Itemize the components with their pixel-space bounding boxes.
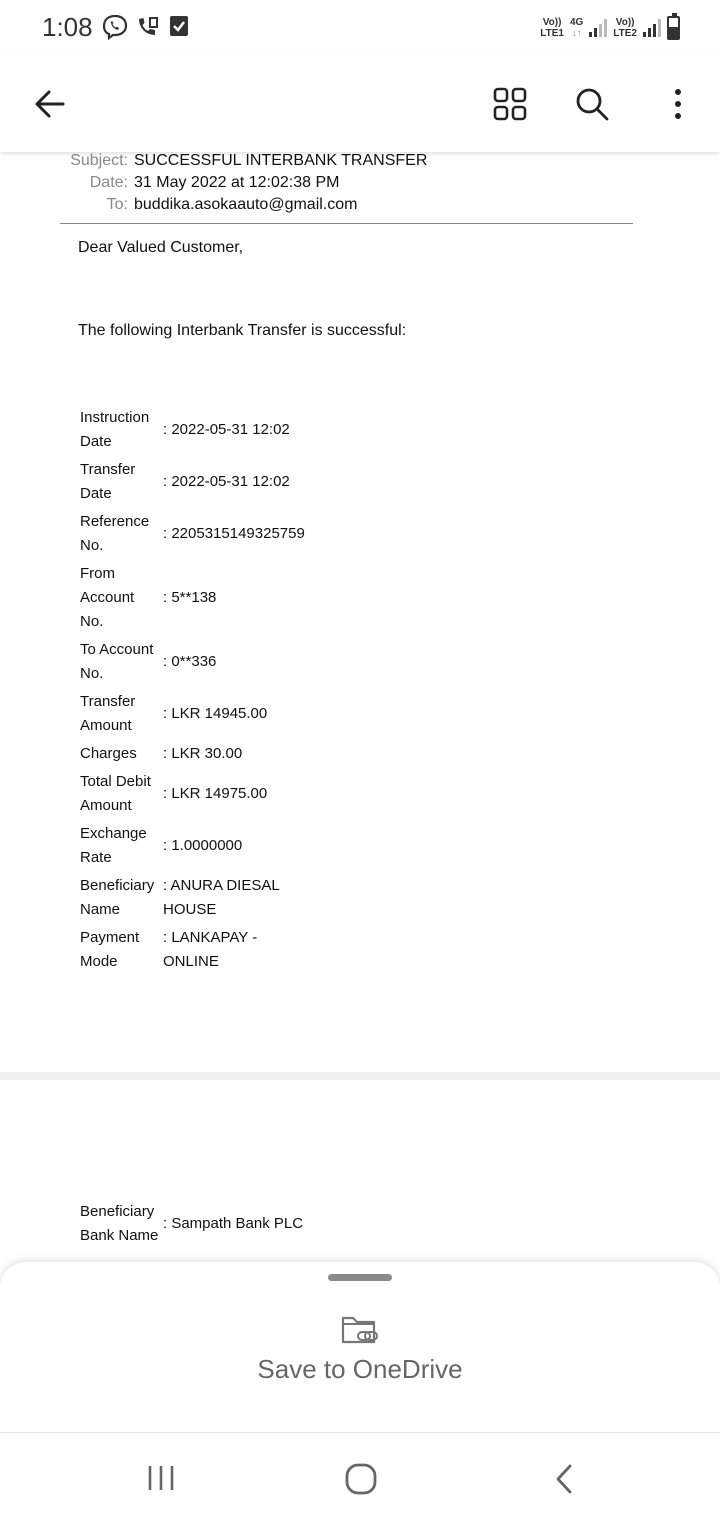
email-subject: SUCCESSFUL INTERBANK TRANSFER bbox=[134, 152, 428, 169]
detail-label: Exchange Rate bbox=[80, 825, 147, 866]
email-date: 31 May 2022 at 12:02:38 PM bbox=[134, 174, 340, 191]
greeting: Dear Valued Customer, bbox=[78, 239, 244, 256]
signal-bars-icon bbox=[643, 19, 661, 37]
transfer-details-table-continued bbox=[78, 1196, 305, 1252]
detail-value: : LANKAPAY - ONLINE bbox=[163, 929, 258, 970]
detail-row bbox=[80, 510, 313, 558]
home-icon[interactable] bbox=[344, 1463, 378, 1495]
system-nav-bar bbox=[0, 1432, 720, 1521]
sim1-indicator: Vo)) LTE1 bbox=[540, 17, 564, 39]
grid-icon bbox=[493, 87, 527, 121]
search-button[interactable] bbox=[568, 80, 616, 128]
detail-label: Charges bbox=[80, 745, 137, 762]
bottom-sheet bbox=[0, 1262, 720, 1432]
detail-value: : 2022-05-31 12:02 bbox=[163, 473, 290, 490]
detail-label: Transfer Date bbox=[80, 461, 136, 502]
detail-row bbox=[80, 1200, 303, 1248]
call-icon bbox=[136, 14, 160, 40]
signal-bars-icon bbox=[589, 19, 607, 37]
grid-view-button[interactable] bbox=[486, 80, 534, 128]
detail-row bbox=[80, 406, 313, 454]
detail-row bbox=[80, 822, 313, 870]
detail-value: : ANURA DIESAL HOUSE bbox=[163, 877, 280, 918]
detail-label: Total Debit Amount bbox=[80, 773, 151, 814]
detail-row bbox=[80, 638, 313, 686]
more-vertical-icon bbox=[672, 87, 684, 121]
detail-value: : LKR 14945.00 bbox=[163, 705, 268, 722]
subject-label: Subject: bbox=[70, 152, 128, 169]
battery-icon bbox=[667, 16, 680, 40]
detail-row bbox=[80, 562, 313, 634]
detail-value: : 0**336 bbox=[163, 653, 217, 670]
detail-value: : LKR 30.00 bbox=[163, 745, 243, 762]
status-icons bbox=[540, 14, 680, 42]
date-label: Date: bbox=[89, 174, 128, 191]
more-options-button[interactable] bbox=[654, 80, 702, 128]
transfer-details-table bbox=[78, 402, 315, 978]
detail-label: Beneficiary Name bbox=[80, 877, 155, 918]
email-recipient[interactable]: buddika.asokaauto@gmail.com bbox=[134, 196, 358, 213]
detail-label: Transfer Amount bbox=[80, 693, 136, 734]
detail-label: Beneficiary Bank Name bbox=[80, 1203, 159, 1244]
detail-row bbox=[80, 458, 313, 506]
detail-label: Reference No. bbox=[80, 513, 150, 554]
recents-icon[interactable] bbox=[146, 1463, 176, 1493]
save-to-onedrive-button[interactable]: Save to OneDrive bbox=[257, 1354, 463, 1384]
detail-value: : 5**138 bbox=[163, 589, 217, 606]
status-time: 1:08 bbox=[42, 12, 93, 42]
detail-value: : 1.0000000 bbox=[163, 837, 243, 854]
email-page-1[interactable] bbox=[0, 152, 720, 1072]
header-divider bbox=[60, 223, 633, 224]
detail-value: : 2022-05-31 12:02 bbox=[163, 421, 290, 438]
network-type-indicator: 4G ↓↑ bbox=[569, 17, 584, 39]
detail-value: : LKR 14975.00 bbox=[163, 785, 268, 802]
detail-label: Payment Mode bbox=[80, 929, 140, 970]
page-separator bbox=[0, 1072, 720, 1080]
task-check-icon bbox=[168, 14, 190, 38]
detail-label: To Account No. bbox=[80, 641, 154, 682]
detail-label: From Account No. bbox=[80, 565, 135, 630]
detail-row bbox=[80, 690, 313, 738]
sim2-indicator: Vo)) LTE2 bbox=[613, 17, 637, 39]
back-chevron-icon[interactable] bbox=[552, 1463, 576, 1495]
arrow-left-icon bbox=[33, 87, 67, 121]
sheet-drag-handle[interactable] bbox=[328, 1274, 392, 1281]
status-bar bbox=[0, 0, 720, 54]
detail-row bbox=[80, 770, 313, 818]
app-toolbar bbox=[0, 54, 720, 152]
detail-row bbox=[80, 742, 313, 766]
folder-link-icon[interactable] bbox=[340, 1312, 380, 1348]
detail-row bbox=[80, 874, 313, 922]
to-label: To: bbox=[106, 196, 128, 213]
detail-row bbox=[80, 926, 313, 974]
intro-text: The following Interbank Transfer is successful: bbox=[78, 322, 407, 339]
detail-value: : Sampath Bank PLC bbox=[163, 1215, 304, 1232]
search-icon bbox=[574, 86, 610, 122]
detail-value: : 2205315149325759 bbox=[163, 525, 305, 542]
viber-icon bbox=[102, 14, 128, 40]
email-page-2[interactable] bbox=[0, 1080, 720, 1262]
back-button[interactable] bbox=[26, 80, 74, 128]
detail-label: Instruction Date bbox=[80, 409, 150, 450]
